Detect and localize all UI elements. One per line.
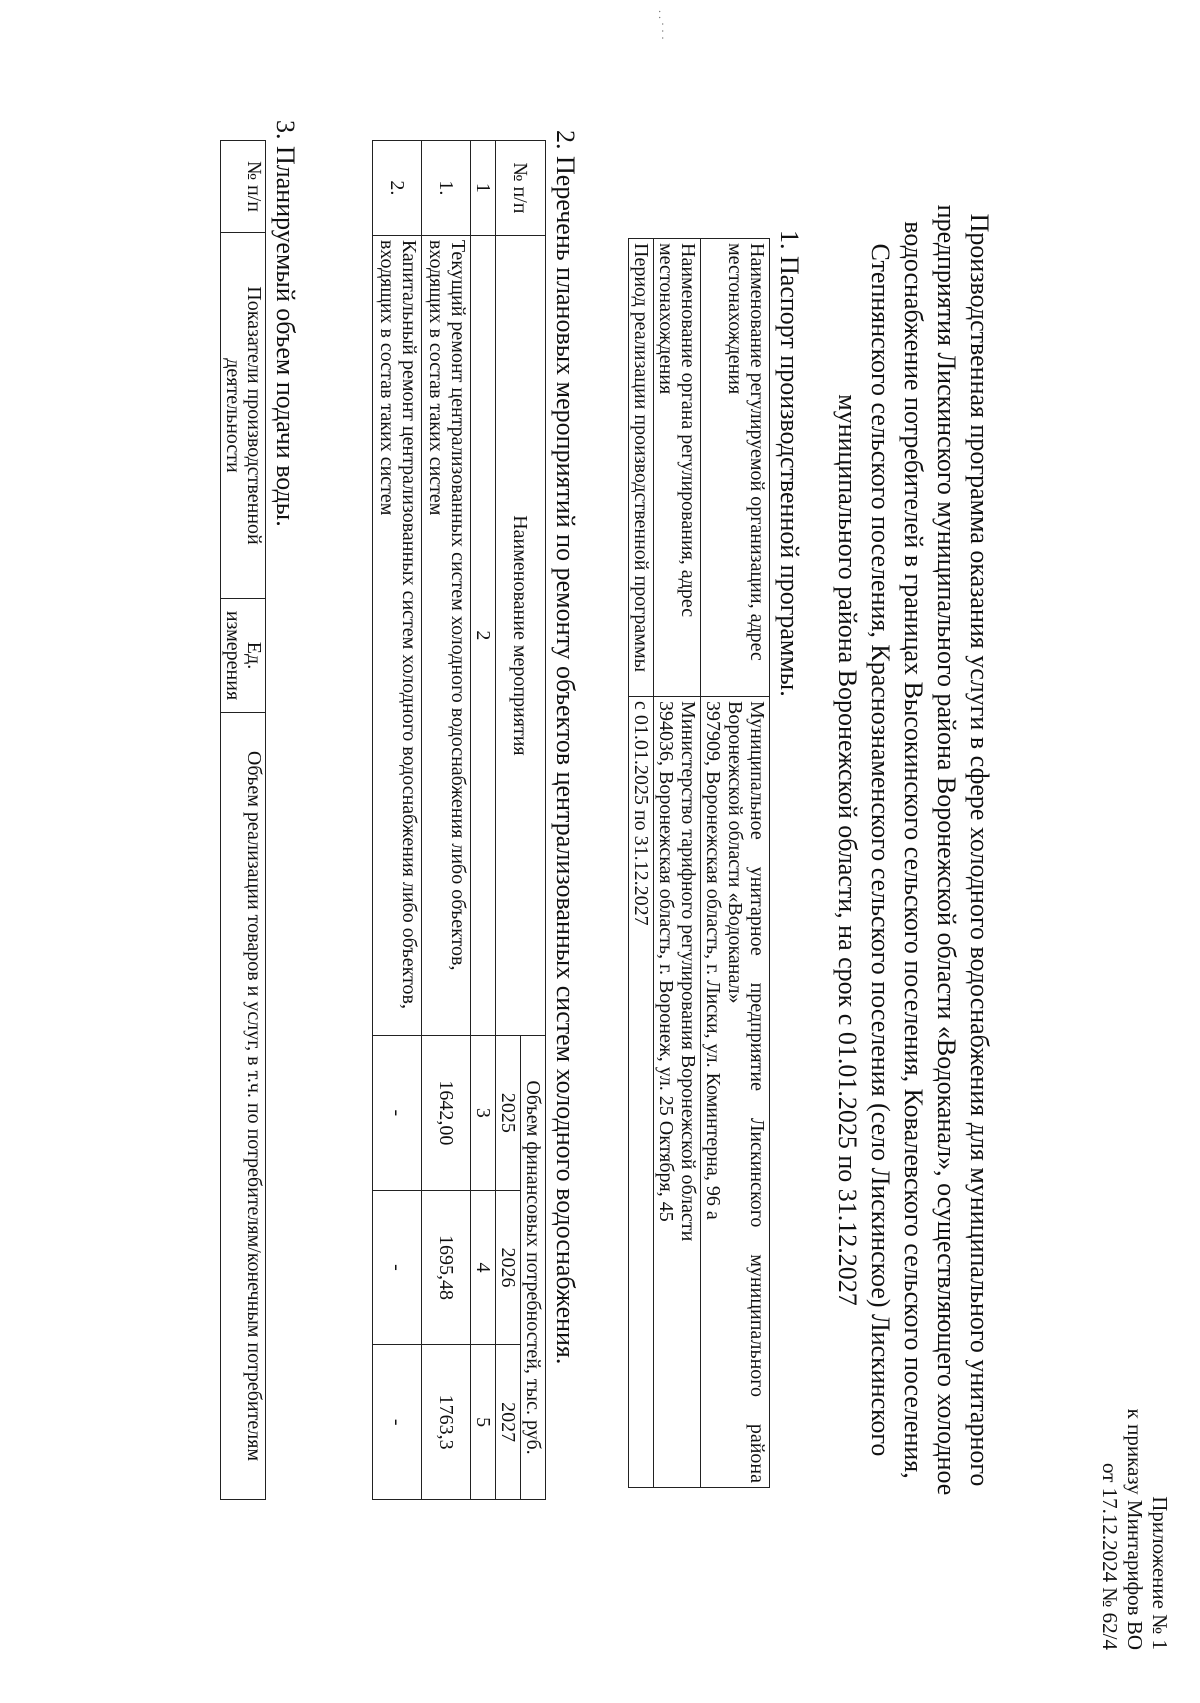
title-line-2: предприятия Лискинского муниципального района Воронежской области «Водоканал», осуществляющего холодное <box>932 204 961 1496</box>
index-cell: 4 <box>471 1190 496 1345</box>
passport-row-period <box>629 239 654 1488</box>
passport-address: 394036, Воронежская область, г. Воронеж, ул. 25 Октября, 45 <box>655 701 677 1222</box>
row-name: Капитальный ремонт централизованных систем холодного водоснабжения либо объектов, входящих в состав таких систем <box>373 235 422 1035</box>
passport-label: Период реализации производственной программы <box>629 239 654 697</box>
year-header: 2025 <box>496 1035 521 1190</box>
section1-heading: 1. Паспорт производственной программы. <box>775 230 804 697</box>
col-name-header: Наименование мероприятия <box>496 235 546 1035</box>
row-value: 1642,00 <box>422 1035 471 1190</box>
passport-value: Муниципальное унитарное предприятие Лискинского муниципального района Воронежской области «Водоканал» <box>724 701 768 1483</box>
row-value: - <box>373 1345 422 1500</box>
year-header: 2027 <box>496 1345 521 1500</box>
index-cell: 3 <box>471 1035 496 1190</box>
col-num-header: № п/п <box>496 141 546 236</box>
col-volume-header: Объем реализации товаров и услуг, в т.ч. по потребителям/конечным потребителям <box>221 713 266 1500</box>
index-cell: 1 <box>471 141 496 236</box>
index-row <box>471 141 496 1500</box>
row-value: - <box>373 1190 422 1345</box>
year-header: 2026 <box>496 1190 521 1345</box>
section3-heading: 3. Планируемый объем подачи воды. <box>271 120 300 527</box>
appendix-number: Приложение № 1 <box>1148 1496 1172 1650</box>
row-num: 1. <box>422 141 471 236</box>
index-cell: 2 <box>471 235 496 1035</box>
title-line-4: Степнянского сельского поселения, Краснознаменского сельского поселения (село Лискинское) Лискинского <box>866 243 895 1457</box>
title-line-5: муниципального района Воронежской области, на срок с 01.01.2025 по 31.12.2027 <box>833 394 862 1306</box>
row-value: - <box>373 1035 422 1190</box>
water-supply-table <box>220 140 266 1500</box>
title-line-1: Производственная программа оказания услуги в сфере холодного водоснабжения для муниципального унитарного <box>965 213 994 1487</box>
table-row <box>373 141 422 1500</box>
appendix-date: от 17.12.2024 № 62/4 <box>1098 1462 1122 1650</box>
title-line-3: водоснабжение потребителей в границах Высокинского сельского поселения, Ковалевского сельского поселения, <box>899 221 928 1479</box>
col-volume-header: Объем финансовых потребностей, тыс. руб. <box>521 1035 546 1499</box>
passport-label: Наименование органа регулирования, адрес местонахождения <box>654 239 701 697</box>
col-num-header: № п/п <box>221 141 266 233</box>
passport-value: с 01.01.2025 по 31.12.2027 <box>630 701 652 926</box>
appendix-block <box>1097 1130 1172 1650</box>
passport-row-organization <box>701 239 770 1488</box>
index-cell: 5 <box>471 1345 496 1500</box>
row-num: 2. <box>373 141 422 236</box>
passport-table <box>628 238 770 1488</box>
passport-label: Наименование регулируемой организации, адрес местонахождения <box>701 239 770 697</box>
passport-row-regulator <box>654 239 701 1488</box>
row-value: 1695,48 <box>422 1190 471 1345</box>
repair-plan-table <box>372 140 546 1500</box>
scan-dots: . . · · · <box>656 10 670 40</box>
passport-address: 397909, Воронежская область, г. Лиски, ул. Коминтерна, 96 а <box>702 701 724 1220</box>
appendix-order: к приказу Минтарифов ВО <box>1123 1408 1147 1650</box>
document-title <box>831 120 996 1580</box>
col-unit-header: Ед. измерения <box>221 599 266 713</box>
col-indicators-header: Показатели производственной деятельности <box>221 233 266 599</box>
section2-heading: 2. Перечень плановых мероприятий по ремонту объектов централизованных систем холодного водоснабжения. <box>551 130 580 1365</box>
passport-value: Министерство тарифного регулирования Воронежской области <box>677 701 699 1242</box>
row-value: 1763,3 <box>422 1345 471 1500</box>
row-name: Текущий ремонт централизованных систем холодного водоснабжения либо объектов, входящих в состав таких систем <box>422 235 471 1035</box>
table-row <box>422 141 471 1500</box>
